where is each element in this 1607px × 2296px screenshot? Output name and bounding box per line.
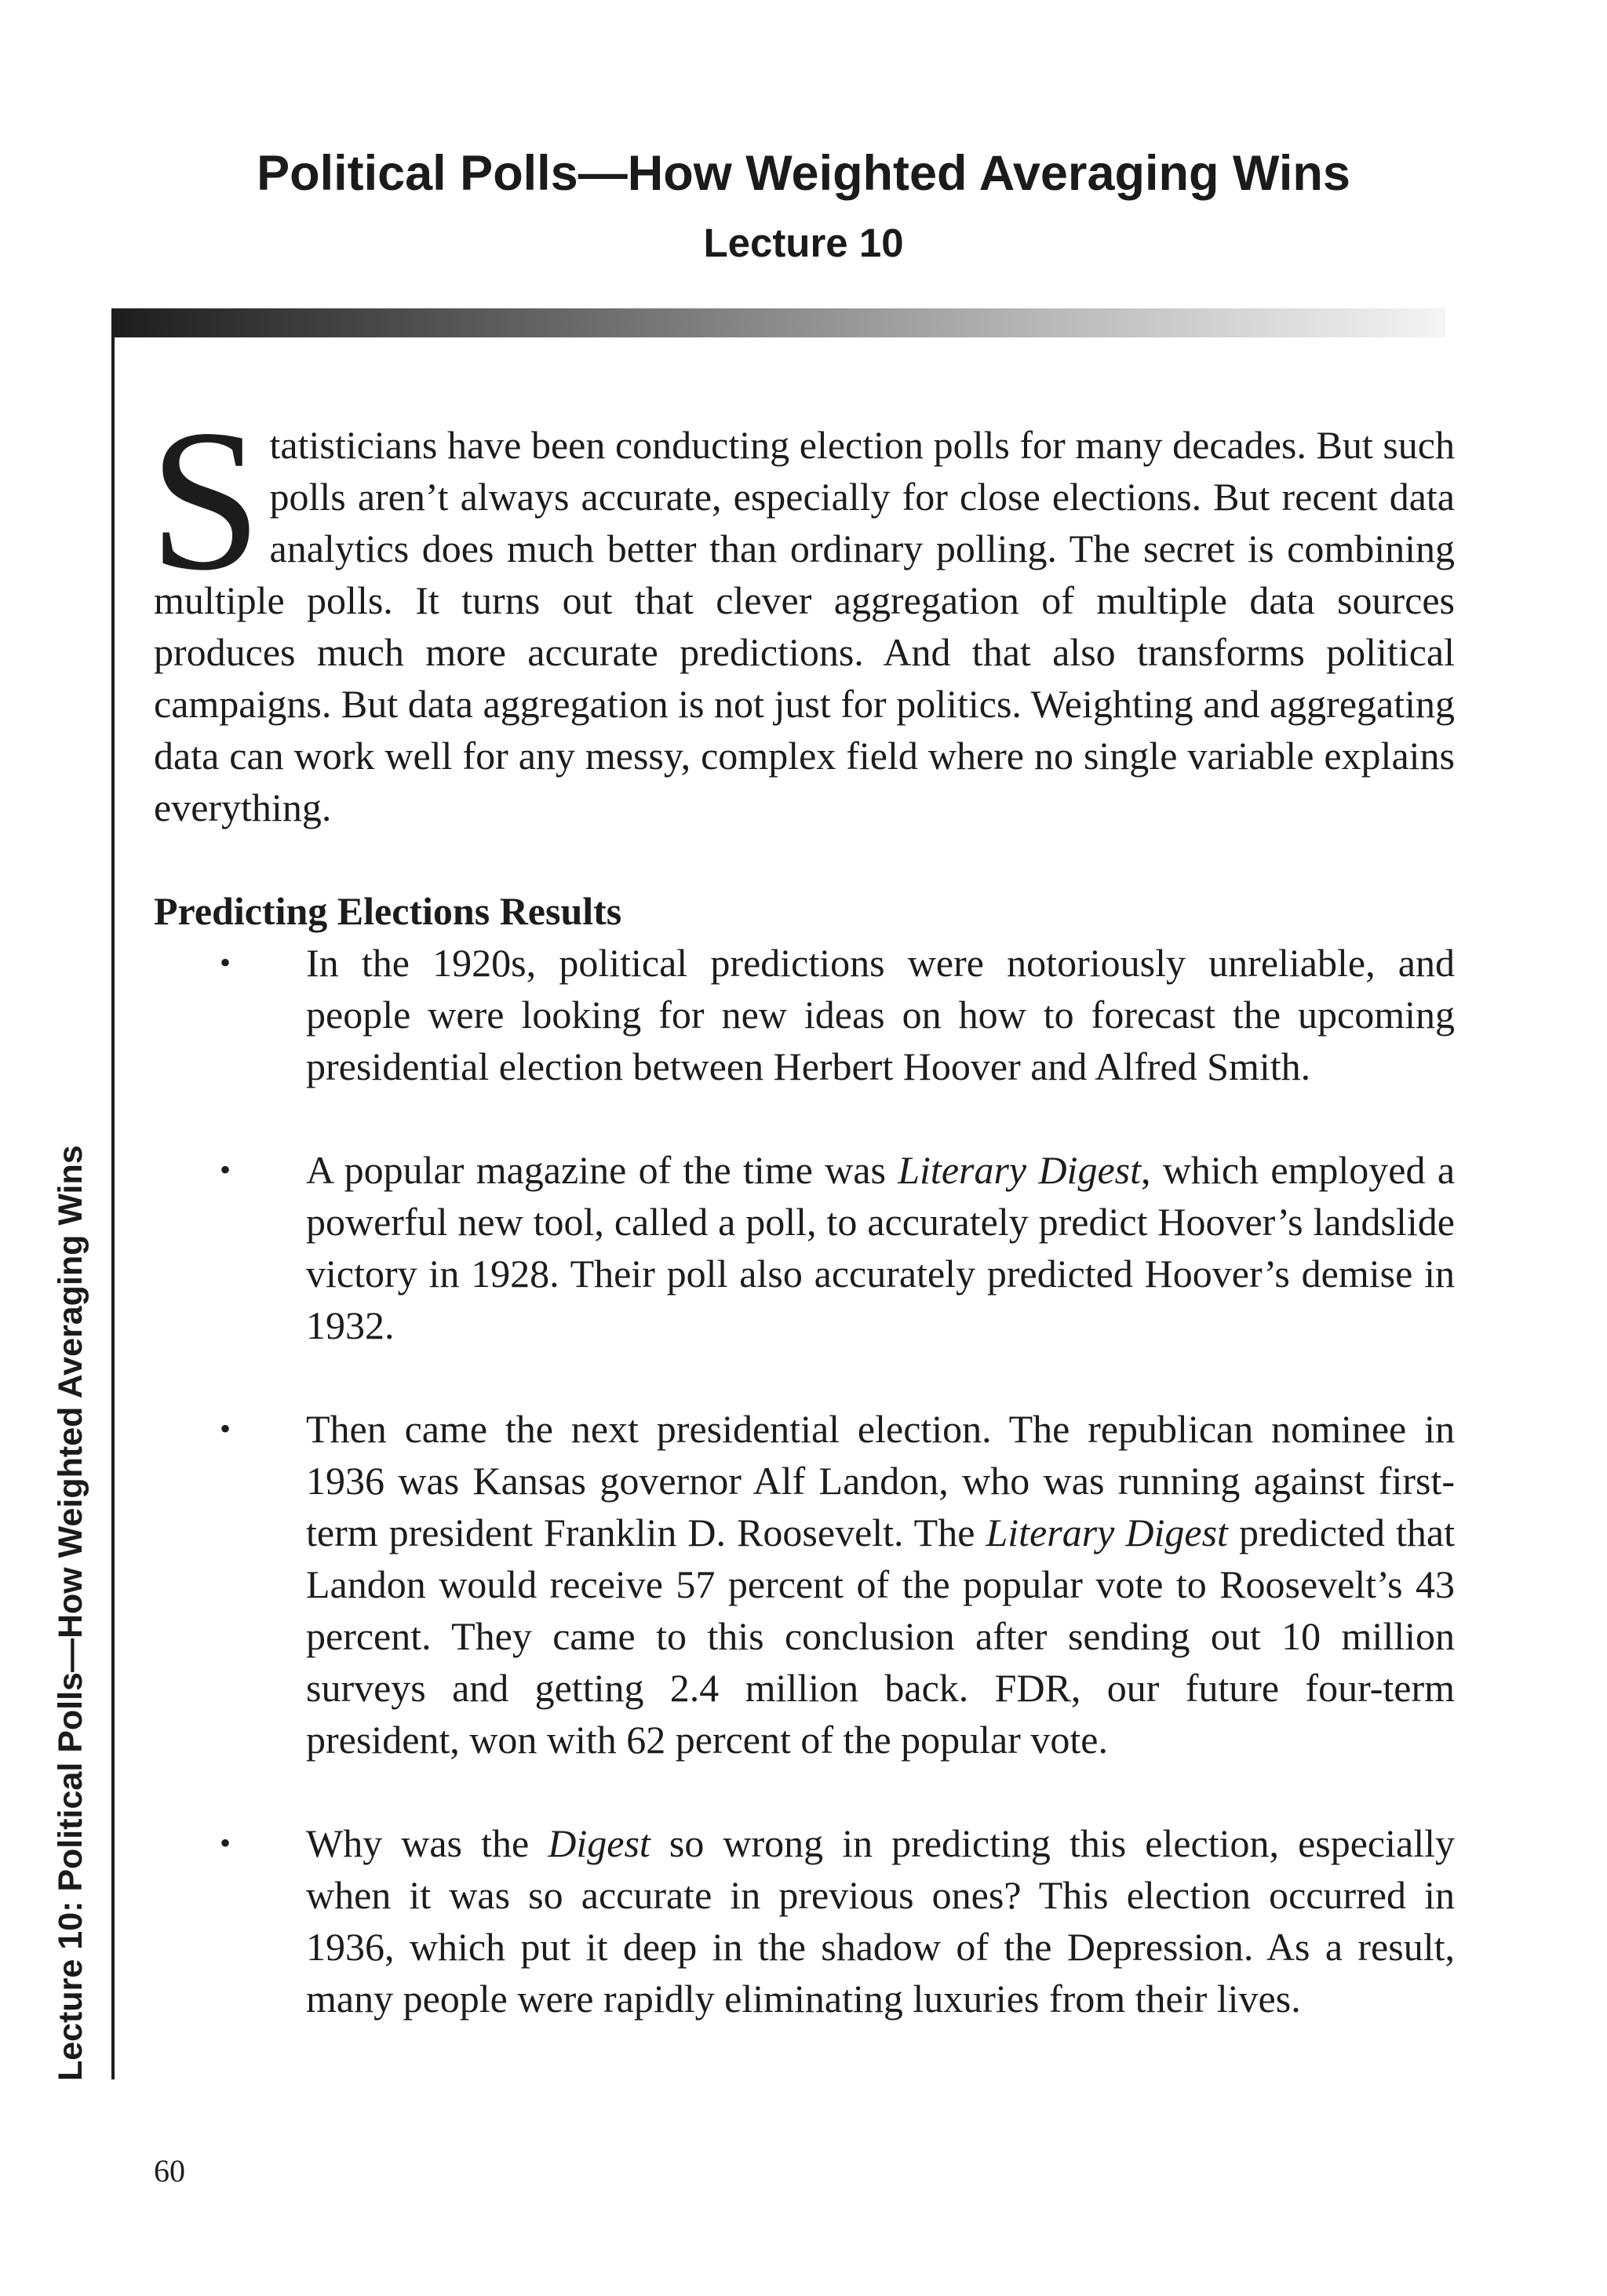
side-vertical-rule: [111, 308, 115, 2079]
intro-text: tatisticians have been conducting election polls for many decades. But such polls aren’t always accurate, especially for close elections. But recent data analytics does much better than ordinary polling. The secret is combining multiple polls. It turns out that clever aggregation of multiple data sources produces much more accurate predictions. And that also transforms political campaigns. But data aggregation is not just for politics. Weighting and aggregating data can work well for any messy, complex field where no single variable explains everything.: [154, 423, 1455, 829]
list-item: [220, 1403, 1455, 1766]
page-title: Political Polls—How Weighted Averaging Wins: [257, 146, 1350, 201]
lecture-subtitle: Lecture 10: [703, 220, 904, 265]
italic-title: Literary Digest: [986, 1511, 1228, 1554]
drop-cap: S: [149, 388, 262, 612]
header-gradient-bar: [111, 308, 1445, 337]
bullet-text: In the 1920s, political predictions were notoriously unreliable, and people were looking for new ideas on how to forecast the upcoming presidential election between Herbert Hoover and Alfred Smith.: [306, 941, 1455, 1088]
list-item: [220, 1817, 1455, 2024]
intro-paragraph: [149, 388, 1455, 833]
bullet-icon: •: [220, 1825, 231, 1860]
bullet-text: Why was the Digest so wrong in predicting this election, especially when it was so accurate in previous ones? This election occurred in 1936, which put it deep in the shadow of the Depression. As a result, many people were rapidly eliminating luxuries from their lives.: [306, 1821, 1455, 2021]
main-content: [149, 388, 1456, 2076]
bullet-text: A popular magazine of the time was Literary Digest, which employed a powerful new tool, called a poll, to accurately predict Hoover’s landslide victory in 1928. Their poll also accurately predicted Hoover’s demise in 1932.: [306, 1148, 1456, 1347]
bullet-icon: •: [220, 1411, 231, 1446]
page-number: 60: [154, 2153, 185, 2188]
side-running-label: Lecture 10: Political Polls—How Weighted Averaging Wins: [52, 1145, 89, 2081]
list-item: [220, 1144, 1456, 1351]
italic-title: Digest: [548, 1821, 650, 1865]
section-heading: Predicting Elections Results: [154, 889, 622, 933]
bullet-list: [154, 937, 1455, 2024]
list-item: [220, 937, 1455, 1092]
italic-title: Literary Digest: [898, 1148, 1141, 1192]
bullet-icon: •: [220, 945, 231, 980]
bullet-icon: •: [220, 1152, 231, 1187]
bullet-text: Then came the next presidential election. The republican nominee in 1936 was Kansas governor Alf Landon, who was running against first-term president Franklin D. Roosevelt. The Literary Digest predicted that Landon would receive 57 percent of the popular vote to Roosevelt’s 43 percent. They came to this conclusion after sending out 10 million surveys and getting 2.4 million back. FDR, our future four-term president, won with 62 percent of the popular vote.: [306, 1407, 1455, 1762]
